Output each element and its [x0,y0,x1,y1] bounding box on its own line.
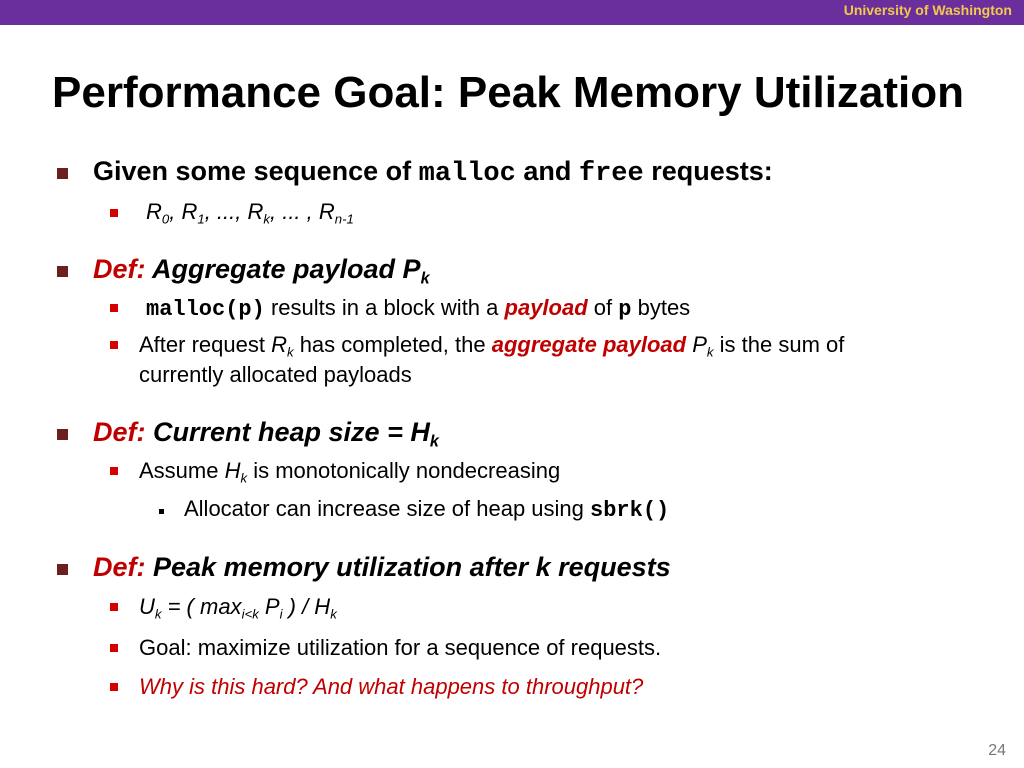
request-sequence: $R_0$, $R_1$, ..., $R_k$, ... , $R_{n-1}$ [146,199,354,227]
bullet-small-square-icon [110,341,118,349]
def-title: Aggregate payload P [152,254,421,284]
bullet-square-icon [57,168,68,179]
malloc-bullet: malloc(p) results in a block with a payload of p bytes [146,295,691,322]
def-label: Def: [93,552,146,582]
header-bar [0,0,1024,25]
free-code: free [578,159,644,189]
aggregate-bullet: After request $R_k$ has completed, the aggregate payload $P_k$ is the sum of [139,332,845,360]
def-label: Def: [93,417,146,447]
bullet-small-square-icon [110,644,118,652]
bullet-small-square-icon [110,603,118,611]
def-peak-utilization [93,552,671,583]
def-label: Def: [93,254,146,284]
bullet-square-icon [57,564,68,575]
utilization-formula: $U_k$ = ( $\max_{i<k} P_i$ ) / $H_k$ [139,594,337,622]
bullet-given [93,156,773,189]
and-text: and [523,156,572,186]
aggregate-bullet-line2: currently allocated payloads [139,362,412,387]
requests-text: requests: [651,156,773,186]
slide-title: Performance Goal: Peak Memory Utilization [52,68,965,117]
given-text: Given some sequence of [93,156,412,186]
malloc-code: malloc [418,159,516,189]
question-bullet: Why is this hard? And what happens to throughput? [139,674,644,699]
def-heap-size: Def: Current heap size = $H_k$ [93,417,439,451]
assume-bullet: Assume $H_k$ is monotonically nondecreasing [139,458,561,486]
bullet-small-square-icon [110,304,118,312]
def-title: Current heap size = H [153,417,430,447]
bullet-small-square-icon [110,683,118,691]
def-aggregate-payload: Def: Aggregate payload $P_k$ [93,254,430,288]
bullet-small-square-icon [110,209,118,217]
def-title: Peak memory utilization after k requests [153,552,671,582]
sbrk-bullet: Allocator can increase size of heap using sbrk() [184,496,670,523]
bullet-small-square-icon [110,467,118,475]
university-label: University of Washington [843,2,1012,18]
goal-bullet: Goal: maximize utilization for a sequence of requests. [139,635,662,660]
page-number: 24 [988,742,1006,759]
bullet-tiny-square-icon [159,509,164,514]
bullet-square-icon [57,429,68,440]
bullet-square-icon [57,266,68,277]
